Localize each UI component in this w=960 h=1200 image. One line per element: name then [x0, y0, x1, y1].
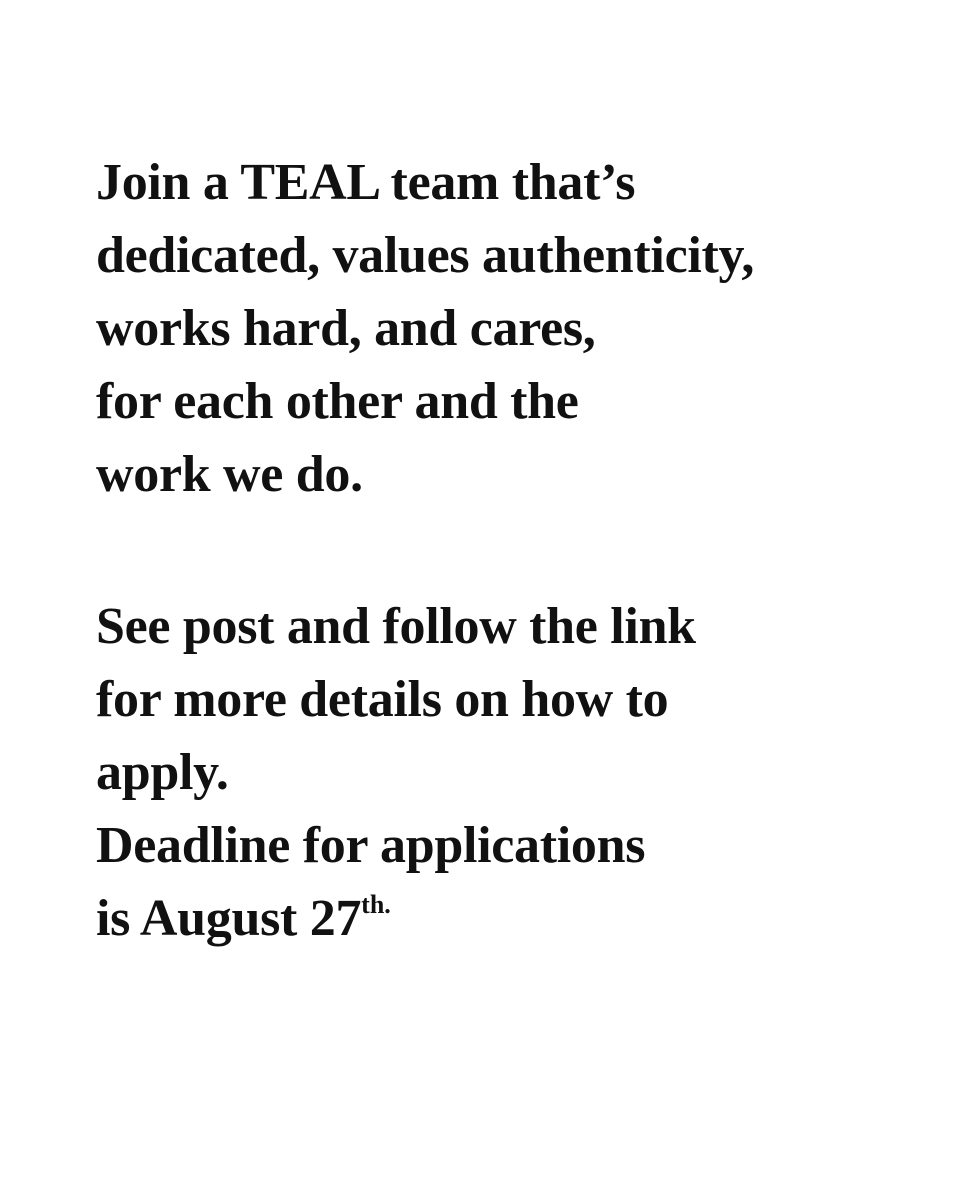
intro-line-2: dedicated, values authenticity,	[96, 227, 755, 284]
application-paragraph	[96, 590, 696, 955]
intro-paragraph	[96, 146, 754, 511]
deadline-line	[96, 882, 696, 955]
intro-line-4: for each other and the	[96, 373, 579, 430]
apply-line-2: for more details on how to	[96, 671, 669, 728]
apply-line-1: See post and follow the link	[96, 598, 696, 655]
apply-line-3: apply.	[96, 744, 229, 801]
intro-line-1: Join a TEAL team that’s	[96, 154, 636, 211]
deadline-date: is August 27	[96, 890, 362, 947]
intro-line-5: work we do.	[96, 446, 363, 503]
intro-line-3: works hard, and cares,	[96, 300, 596, 357]
apply-line-4: Deadline for applications	[96, 817, 646, 874]
deadline-ordinal-suffix: th.	[361, 889, 391, 919]
